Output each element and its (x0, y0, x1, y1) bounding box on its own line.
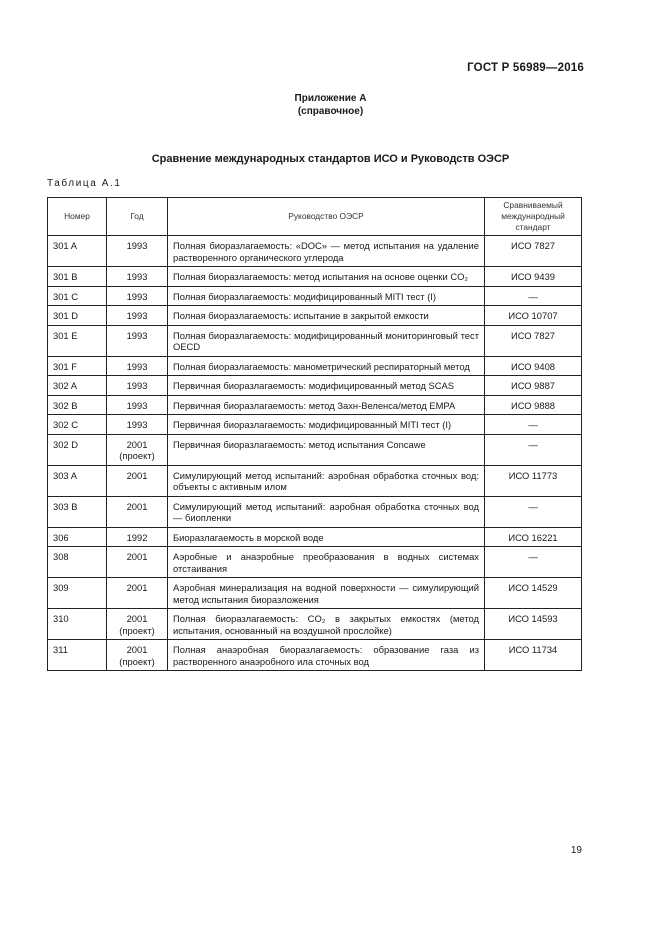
table-row (48, 356, 582, 376)
cell-standard: ИСО 9408 (485, 356, 582, 376)
table-row (48, 415, 582, 435)
cell-year: 2001 (проект) (107, 609, 168, 640)
cell-guide: Симулирующий метод испытаний: аэробная обработка сточных вод: объекты с активным илом (168, 465, 485, 496)
cell-guide: Аэробная минерализация на водной поверхности — симулирующий метод испытания биоразложения (168, 578, 485, 609)
cell-guide: Биоразлагаемость в морской воде (168, 527, 485, 547)
cell-standard: — (485, 547, 582, 578)
cell-year: 1993 (107, 267, 168, 287)
cell-guide: Симулирующий метод испытаний: аэробная обработка сточных вод — биопленки (168, 496, 485, 527)
cell-number: 303 B (48, 496, 107, 527)
cell-year: 1993 (107, 286, 168, 306)
cell-year: 1993 (107, 415, 168, 435)
cell-standard: ИСО 9888 (485, 395, 582, 415)
appendix-subtitle: (справочное) (297, 106, 364, 117)
table-row (48, 527, 582, 547)
cell-number: 301 D (48, 306, 107, 326)
cell-number: 309 (48, 578, 107, 609)
column-header-year: Год (107, 198, 168, 236)
page-number: 19 (570, 845, 582, 856)
table-row (48, 376, 582, 396)
appendix-heading (0, 92, 661, 118)
cell-standard: ИСО 7827 (485, 236, 582, 267)
cell-guide: Полная анаэробная биоразлагаемость: образование газа из растворенного анаэробного ила сточных вод (168, 640, 485, 671)
cell-year: 2001 (проект) (107, 640, 168, 671)
document-code: ГОСТ Р 56989—2016 (467, 62, 584, 74)
cell-guide: Полная биоразлагаемость: испытание в закрытой емкости (168, 306, 485, 326)
table-row (48, 267, 582, 287)
cell-standard: — (485, 286, 582, 306)
table-row (48, 434, 582, 465)
column-header-guide: Руководство ОЭСР (168, 198, 485, 236)
table-row (48, 236, 582, 267)
cell-year: 2001 (107, 496, 168, 527)
cell-guide: Полная биоразлагаемость: манометрический респираторный метод (168, 356, 485, 376)
table-row (48, 578, 582, 609)
cell-number: 301 B (48, 267, 107, 287)
cell-standard: ИСО 9439 (485, 267, 582, 287)
table-row (48, 286, 582, 306)
cell-standard: ИСО 11773 (485, 465, 582, 496)
cell-standard: — (485, 415, 582, 435)
cell-number: 301 F (48, 356, 107, 376)
column-header-standard: Сравниваемый международный стандарт (485, 198, 582, 236)
cell-year: 2001 (107, 578, 168, 609)
table-body (48, 236, 582, 671)
cell-year: 2001 (проект) (107, 434, 168, 465)
table-header-row (48, 198, 582, 236)
cell-number: 301 E (48, 325, 107, 356)
cell-guide: Первичная биоразлагаемость: метод испытания Concawe (168, 434, 485, 465)
column-header-number: Номер (48, 198, 107, 236)
cell-number: 302 C (48, 415, 107, 435)
cell-number: 302 A (48, 376, 107, 396)
table-row (48, 306, 582, 326)
cell-number: 308 (48, 547, 107, 578)
cell-year: 1993 (107, 306, 168, 326)
cell-standard: — (485, 434, 582, 465)
table-row (48, 609, 582, 640)
cell-number: 310 (48, 609, 107, 640)
cell-year: 2001 (107, 547, 168, 578)
cell-number: 301 A (48, 236, 107, 267)
cell-number: 306 (48, 527, 107, 547)
cell-guide: Полная биоразлагаемость: «DOC» — метод испытания на удаление растворенного органического углерода (168, 236, 485, 267)
table-row (48, 640, 582, 671)
cell-standard: ИСО 7827 (485, 325, 582, 356)
cell-year: 1993 (107, 376, 168, 396)
cell-standard: ИСО 10707 (485, 306, 582, 326)
cell-guide: Полная биоразлагаемость: модифицированный MITI тест (I) (168, 286, 485, 306)
standards-table (47, 197, 582, 671)
table-row (48, 325, 582, 356)
cell-standard: ИСО 16221 (485, 527, 582, 547)
cell-standard: ИСО 11734 (485, 640, 582, 671)
table-row (48, 395, 582, 415)
cell-year: 1992 (107, 527, 168, 547)
section-title: Сравнение международных стандартов ИСО и Руководств ОЭСР (151, 153, 510, 165)
cell-number: 301 C (48, 286, 107, 306)
cell-standard: ИСО 14593 (485, 609, 582, 640)
cell-year: 2001 (107, 465, 168, 496)
cell-year: 1993 (107, 236, 168, 267)
cell-year: 1993 (107, 325, 168, 356)
table-caption: Таблица А.1 (47, 178, 122, 189)
table-row (48, 465, 582, 496)
cell-number: 302 D (48, 434, 107, 465)
cell-guide: Первичная биоразлагаемость: модифицированный метод SCAS (168, 376, 485, 396)
table-row (48, 547, 582, 578)
cell-year: 1993 (107, 395, 168, 415)
cell-number: 302 B (48, 395, 107, 415)
appendix-title: Приложение А (294, 93, 367, 104)
cell-year: 1993 (107, 356, 168, 376)
cell-guide: Полная биоразлагаемость: метод испытания на основе оценки CO₂ (168, 267, 485, 287)
cell-number: 303 A (48, 465, 107, 496)
cell-guide: Аэробные и анаэробные преобразования в водных системах отстаивания (168, 547, 485, 578)
cell-standard: ИСО 14529 (485, 578, 582, 609)
cell-guide: Полная биоразлагаемость: CO₂ в закрытых емкостях (метод испытания, основанный на воздушной прослойке) (168, 609, 485, 640)
cell-guide: Первичная биоразлагаемость: метод Захн-Веленса/метод ЕМРА (168, 395, 485, 415)
cell-number: 311 (48, 640, 107, 671)
cell-standard: — (485, 496, 582, 527)
cell-guide: Полная биоразлагаемость: модифицированный мониторинговый тест OECD (168, 325, 485, 356)
cell-standard: ИСО 9887 (485, 376, 582, 396)
table-row (48, 496, 582, 527)
cell-guide: Первичная биоразлагаемость: модифицированный MITI тест (I) (168, 415, 485, 435)
